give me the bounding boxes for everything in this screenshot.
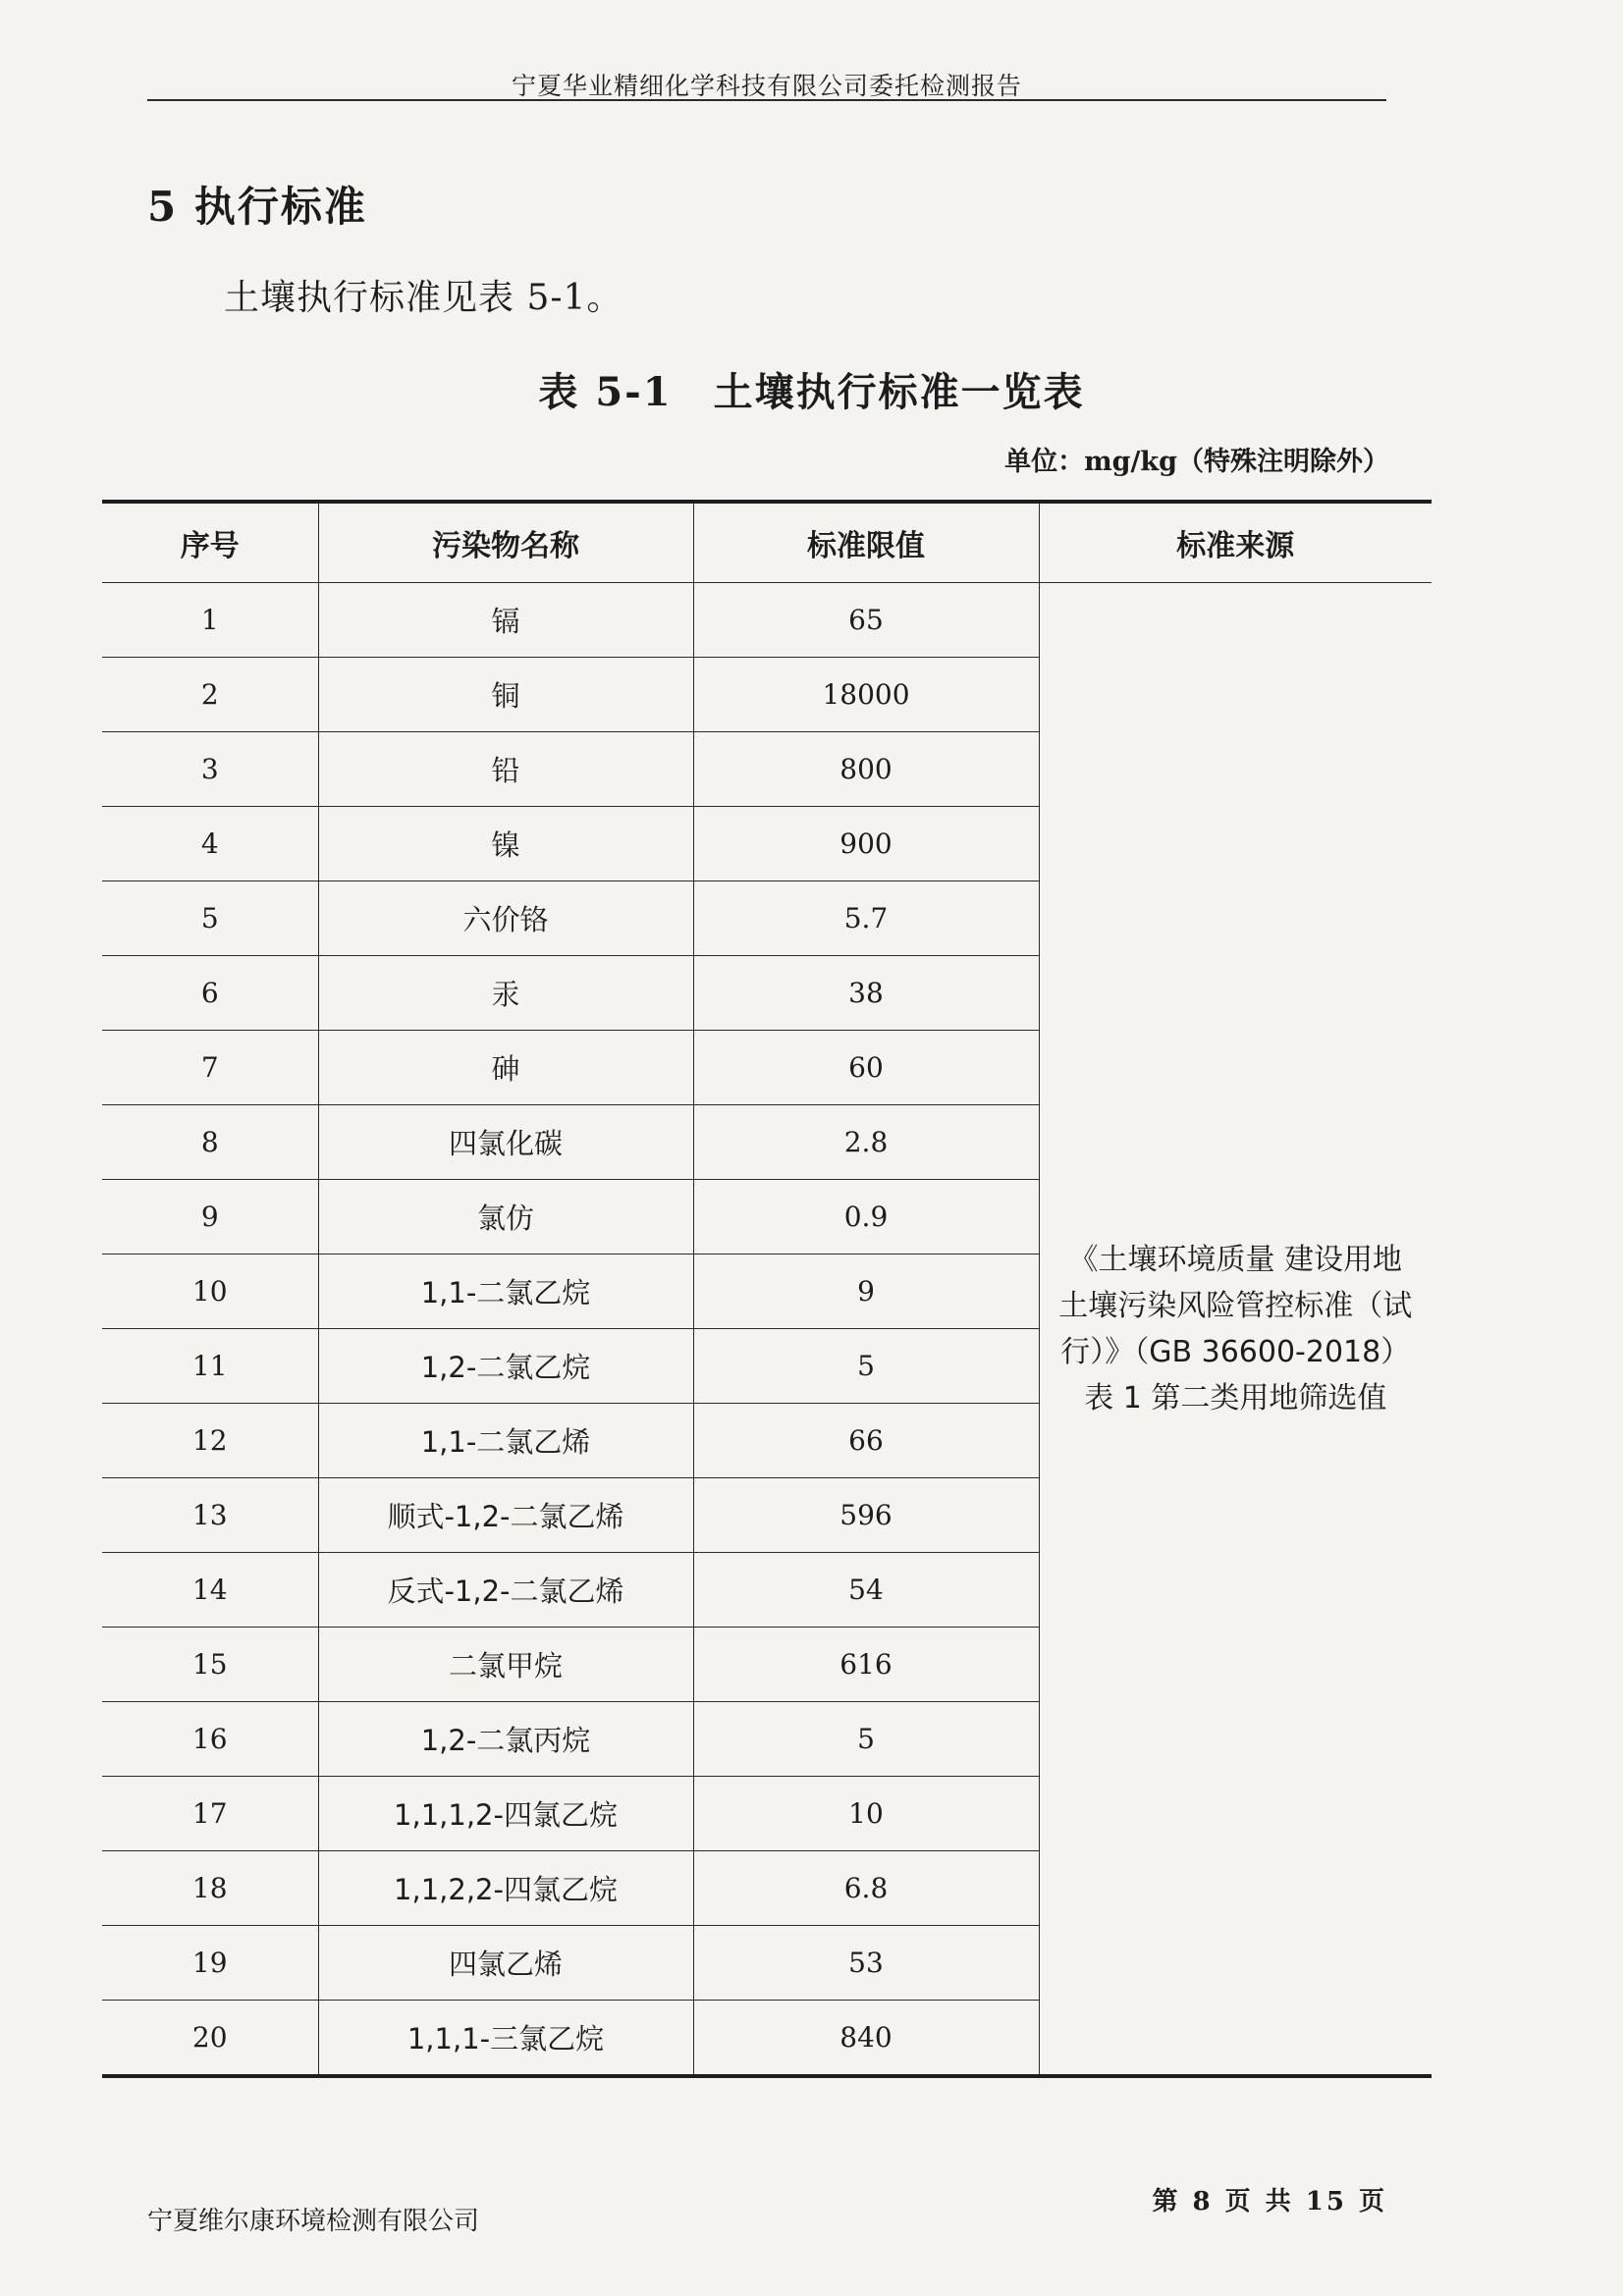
cell-pollutant-name: 二氯甲烷	[318, 1628, 693, 1702]
cell-pollutant-name: 四氯乙烯	[318, 1926, 693, 2001]
cell-standard-limit: 5.7	[693, 881, 1039, 956]
cell-standard-limit: 5	[693, 1329, 1039, 1404]
cell-standard-limit: 60	[693, 1031, 1039, 1105]
header-divider	[147, 99, 1386, 101]
header-standard-source: 标准来源	[1039, 502, 1432, 583]
footer-page-number: 第 8 页 共 15 页	[1152, 2187, 1387, 2216]
cell-seq: 17	[102, 1777, 318, 1851]
section-intro: 土壤执行标准见表 5-1。	[224, 278, 623, 318]
cell-seq: 19	[102, 1926, 318, 2001]
cell-seq: 7	[102, 1031, 318, 1105]
cell-seq: 11	[102, 1329, 318, 1404]
unit-note: 单位：mg/kg（特殊注明除外）	[1004, 447, 1389, 477]
cell-standard-limit: 9	[693, 1255, 1039, 1329]
cell-seq: 8	[102, 1105, 318, 1180]
cell-standard-limit: 0.9	[693, 1180, 1039, 1255]
source-line: 《土壤环境质量 建设用地	[1068, 1242, 1403, 1277]
cell-seq: 12	[102, 1404, 318, 1478]
cell-pollutant-name: 汞	[318, 956, 693, 1031]
source-line: 土壤污染风险管控标准（试	[1058, 1288, 1413, 1323]
cell-pollutant-name: 1,1-二氯乙烷	[318, 1255, 693, 1329]
footer-company: 宁夏维尔康环境检测有限公司	[147, 2207, 480, 2236]
header-standard-limit: 标准限值	[693, 502, 1039, 583]
cell-standard-limit: 6.8	[693, 1851, 1039, 1926]
cell-pollutant-name: 氯仿	[318, 1180, 693, 1255]
cell-seq: 6	[102, 956, 318, 1031]
header-seq: 序号	[102, 502, 318, 583]
cell-seq: 3	[102, 732, 318, 807]
cell-pollutant-name: 砷	[318, 1031, 693, 1105]
cell-standard-limit: 18000	[693, 658, 1039, 732]
table-caption: 表 5-1 土壤执行标准一览表	[538, 369, 1085, 415]
cell-pollutant-name: 镍	[318, 807, 693, 881]
cell-standard-limit: 53	[693, 1926, 1039, 2001]
cell-standard-limit: 900	[693, 807, 1039, 881]
standards-table	[102, 500, 1432, 2078]
table-header-row	[102, 502, 1432, 583]
cell-pollutant-name: 1,1,2,2-四氯乙烷	[318, 1851, 693, 1926]
cell-pollutant-name: 反式-1,2-二氯乙烯	[318, 1553, 693, 1628]
table-row	[102, 583, 1432, 658]
cell-seq: 15	[102, 1628, 318, 1702]
cell-standard-limit: 840	[693, 2001, 1039, 2077]
cell-standard-limit: 616	[693, 1628, 1039, 1702]
table-body	[102, 583, 1432, 2077]
cell-seq: 9	[102, 1180, 318, 1255]
cell-seq: 18	[102, 1851, 318, 1926]
cell-standard-limit: 66	[693, 1404, 1039, 1478]
report-header-title: 宁夏华业精细化学科技有限公司委托检测报告	[511, 72, 1022, 100]
cell-seq: 10	[102, 1255, 318, 1329]
cell-standard-limit: 65	[693, 583, 1039, 658]
cell-seq: 5	[102, 881, 318, 956]
cell-pollutant-name: 四氯化碳	[318, 1105, 693, 1180]
cell-seq: 1	[102, 583, 318, 658]
cell-pollutant-name: 顺式-1,2-二氯乙烯	[318, 1478, 693, 1553]
cell-seq: 20	[102, 2001, 318, 2077]
source-line: 行）》（GB 36600-2018）	[1060, 1334, 1411, 1369]
cell-pollutant-name: 1,2-二氯乙烷	[318, 1329, 693, 1404]
cell-standard-limit: 2.8	[693, 1105, 1039, 1180]
cell-pollutant-name: 1,2-二氯丙烷	[318, 1702, 693, 1777]
section-title: 5 执行标准	[147, 183, 367, 231]
cell-standard-limit: 38	[693, 956, 1039, 1031]
cell-standard-source	[1039, 583, 1432, 2077]
cell-pollutant-name: 六价铬	[318, 881, 693, 956]
cell-standard-limit: 54	[693, 1553, 1039, 1628]
cell-pollutant-name: 镉	[318, 583, 693, 658]
header-pollutant-name: 污染物名称	[318, 502, 693, 583]
cell-seq: 4	[102, 807, 318, 881]
cell-seq: 2	[102, 658, 318, 732]
cell-seq: 16	[102, 1702, 318, 1777]
cell-pollutant-name: 铅	[318, 732, 693, 807]
cell-standard-limit: 10	[693, 1777, 1039, 1851]
cell-pollutant-name: 1,1,1-三氯乙烷	[318, 2001, 693, 2077]
cell-standard-limit: 596	[693, 1478, 1039, 1553]
cell-pollutant-name: 1,1-二氯乙烯	[318, 1404, 693, 1478]
cell-pollutant-name: 铜	[318, 658, 693, 732]
cell-standard-limit: 5	[693, 1702, 1039, 1777]
cell-seq: 14	[102, 1553, 318, 1628]
source-line: 表 1 第二类用地筛选值	[1084, 1380, 1387, 1415]
cell-pollutant-name: 1,1,1,2-四氯乙烷	[318, 1777, 693, 1851]
cell-standard-limit: 800	[693, 732, 1039, 807]
cell-seq: 13	[102, 1478, 318, 1553]
